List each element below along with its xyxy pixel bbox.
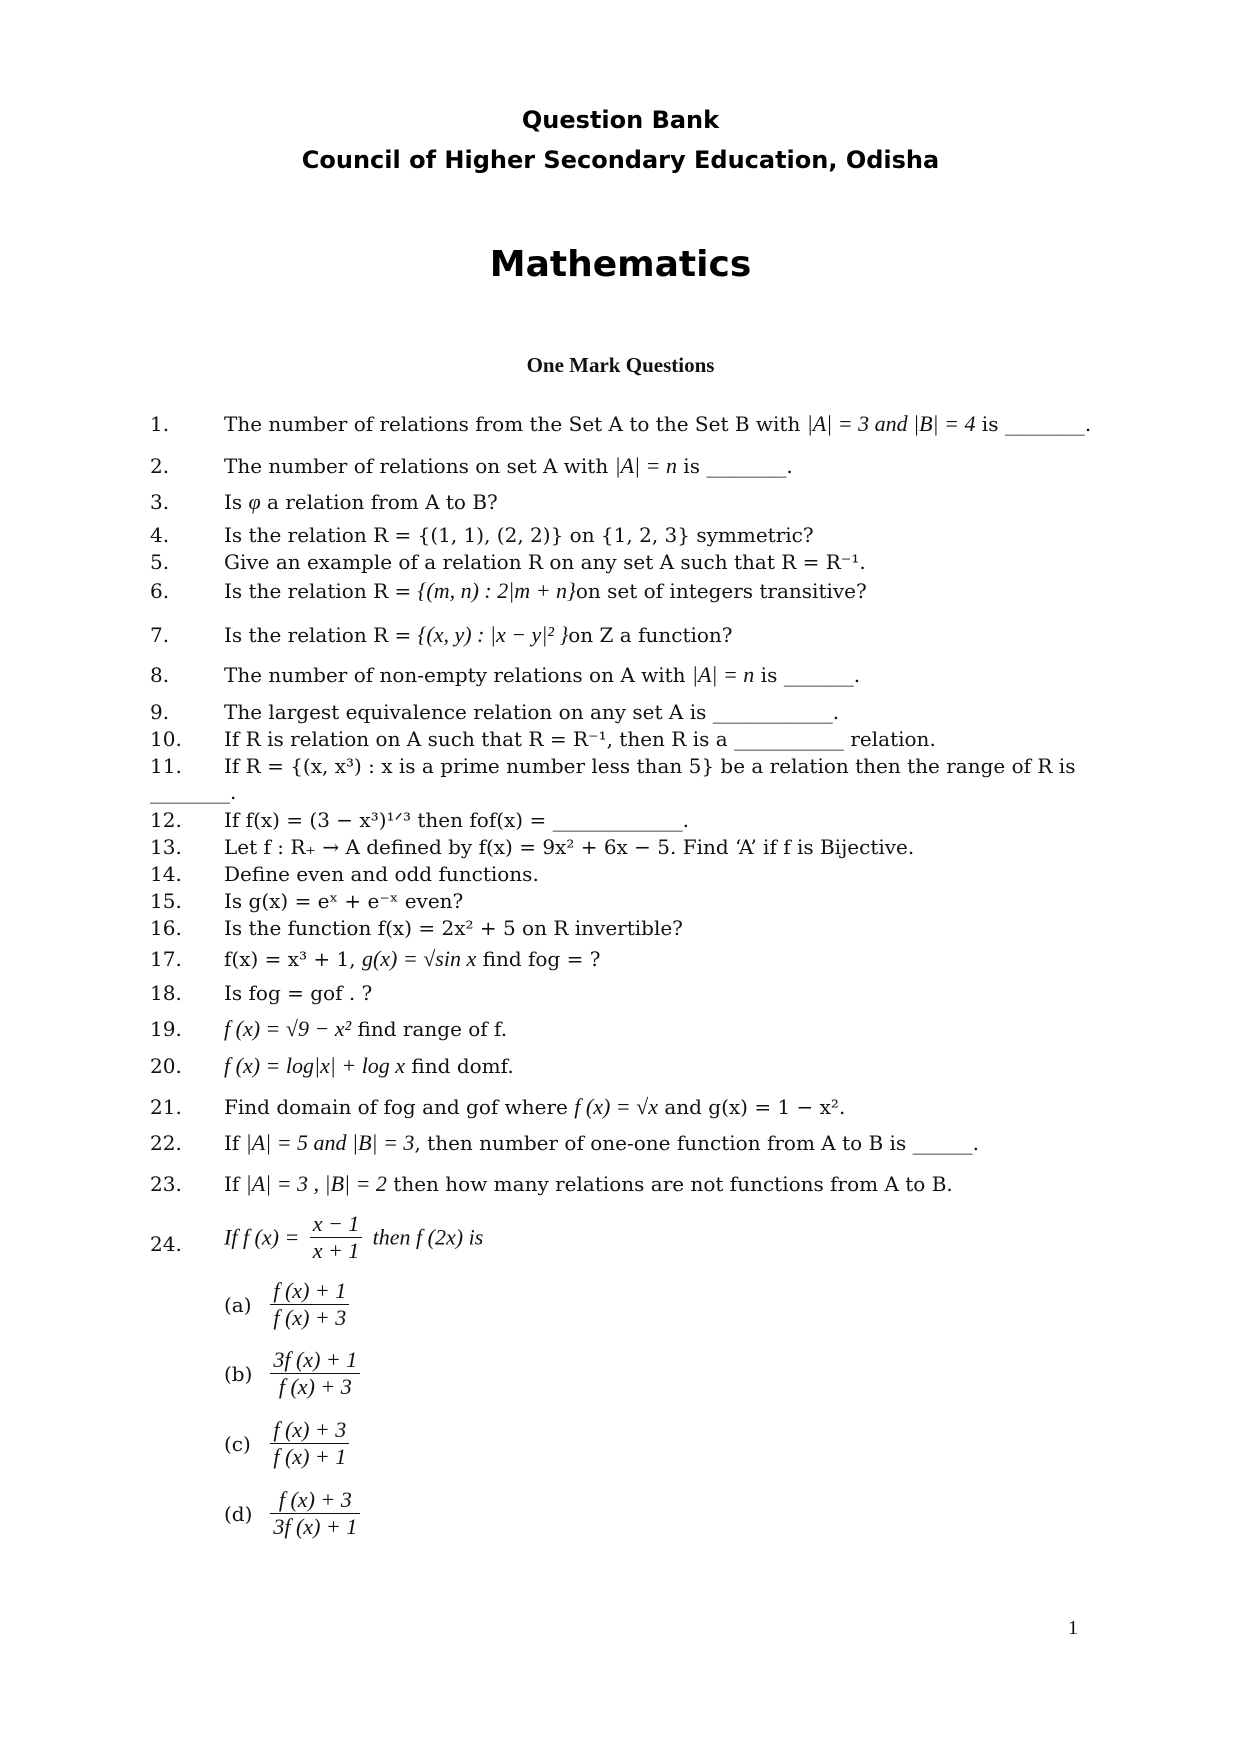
question-number: 9. bbox=[150, 700, 170, 724]
question-number: 3. bbox=[150, 490, 170, 514]
fraction: $\frac{x - 1}{x + 1}$ bbox=[310, 1211, 363, 1264]
option-c: (c) $\frac{f (x) + 3}{f (x) + 1}$ bbox=[224, 1417, 353, 1470]
question-number: 24. bbox=[150, 1232, 182, 1256]
question-number: 5. bbox=[150, 550, 170, 574]
question-number: 19. bbox=[150, 1017, 182, 1041]
question-number: 21. bbox=[150, 1095, 182, 1119]
question-number: 14. bbox=[150, 862, 182, 886]
council-name: Council of Higher Secondary Education, Odisha bbox=[301, 146, 940, 174]
question-11-continuation: ________. bbox=[150, 780, 237, 804]
question-number: 6. bbox=[150, 579, 170, 603]
question-number: 1. bbox=[150, 412, 170, 436]
question-number: 12. bbox=[150, 808, 182, 832]
question-number: 17. bbox=[150, 947, 182, 971]
question-number: 22. bbox=[150, 1131, 182, 1155]
option-d: (d) $\frac{f (x) + 3}{3f (x) + 1}$ bbox=[224, 1487, 364, 1540]
question-number: 10. bbox=[150, 727, 182, 751]
question-number: 4. bbox=[150, 523, 170, 547]
question-number: 13. bbox=[150, 835, 182, 859]
question-number: 8. bbox=[150, 663, 170, 687]
question-number: 11. bbox=[150, 754, 182, 778]
question-24: 24. If f (x) = $\frac{x - 1}{x + 1}$ then f (2x) is bbox=[150, 1211, 484, 1263]
section-title: One Mark Questions bbox=[526, 353, 715, 377]
question-number: 7. bbox=[150, 623, 170, 647]
doc-title: Question Bank bbox=[521, 106, 720, 134]
question-number: 15. bbox=[150, 889, 182, 913]
question-number: 20. bbox=[150, 1054, 182, 1078]
question-number: 16. bbox=[150, 916, 182, 940]
option-b: (b) $\frac{3f (x) + 1}{f (x) + 3}$ bbox=[224, 1347, 364, 1400]
subject-title: Mathematics bbox=[489, 244, 752, 285]
option-a: (a) $\frac{f (x) + 1}{f (x) + 3}$ bbox=[224, 1278, 353, 1331]
question-number: 18. bbox=[150, 981, 182, 1005]
question-number: 2. bbox=[150, 454, 170, 478]
question-number: 23. bbox=[150, 1172, 182, 1196]
page-number: 1 bbox=[1068, 1617, 1078, 1639]
